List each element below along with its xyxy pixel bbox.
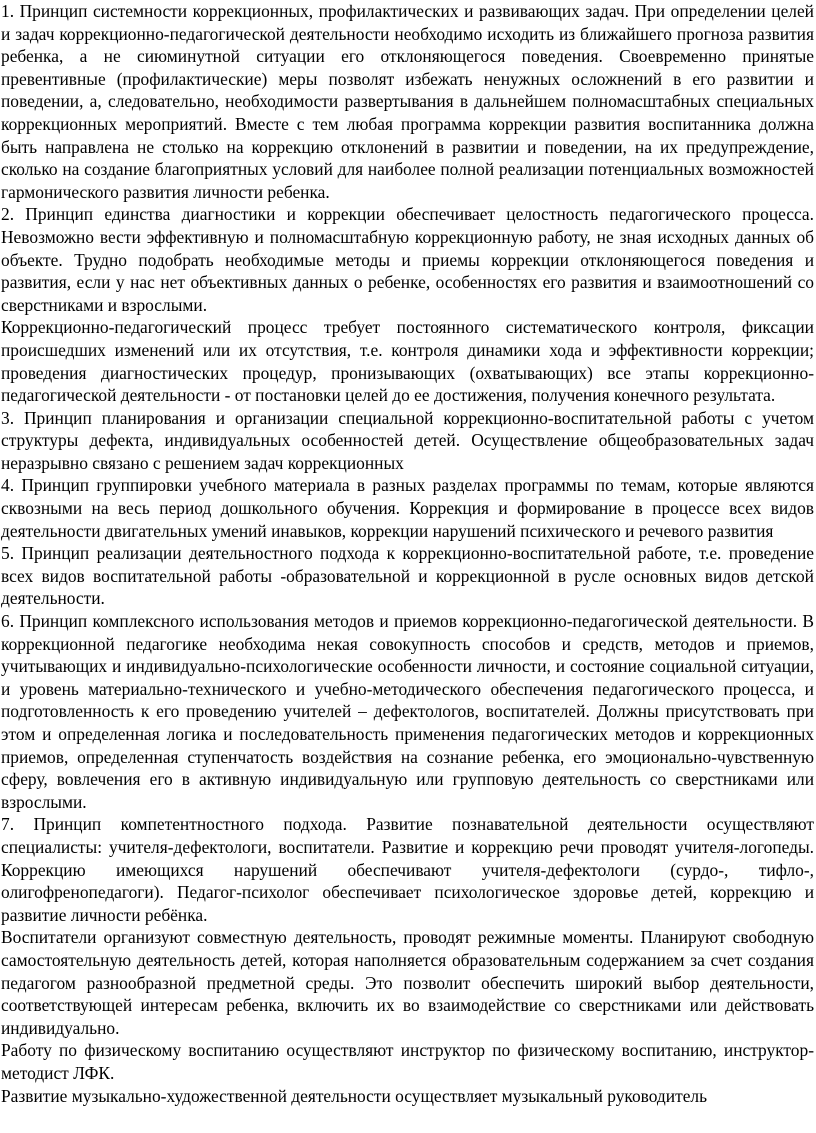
paragraph-principle-7-competence: 7. Принцип компетентностного подхода. Развитие познавательной деятельности осуществляют специалисты: учителя-дефектологи, воспитатели. Развитие и коррекцию речи проводят учителя-логопеды. Коррекцию имеющихся нарушений обеспечивают учителя-дефектологи (сурдо-, тифло-, олигофренопедагоги). Педагог-психолог обеспечивает психологическое здоровье детей, коррекцию и развитие личности ребёнка. — [1, 814, 814, 925]
paragraph-principle-1-systemic: 1. Принцип системности коррекционных, профилактических и развивающих задач. При определении целей и задач коррекционно-педагогической деятельности необходимо исходить из ближайшего прогноза развития ребенка, а не сиюминутной ситуации его отклоняющегося поведения. Своевременно принятые превентивные (профилактические) меры позволят избежать ненужных осложнений в его развитии и поведении, а, следовательно, необходимости развертывания в дальнейшем полномасштабных специальных коррекционных мероприятий. Вместе с тем любая программа коррекции развития воспитанника должна быть направлена не столько на коррекцию отклонений в развитии и поведении, на их предупреждение, сколько на создание благоприятных условий для наиболее полной реализации потенциальных возможностей гармонического развития личности ребенка. — [1, 1, 814, 202]
paragraph-principle-6-complex: 6. Принцип комплексного использования методов и приемов коррекционно-педагогической деятельности. В коррекционной педагогике необходима некая совокупность способов и средств, методов и приемов, учитывающих и индивидуально-психологические особенности личности, и состояние социальной ситуации, и уровень материально-технического и учебно-методического обеспечения педагогического процесса, и подготовленность к его проведению учителей – дефектологов, воспитателей. Должны присутствовать при этом и определенная логика и последовательность применения педагогических методов и коррекционных приемов, определенная ступенчатость воздействия на сознание ребенка, его эмоционально-чувственную сферу, вовлечения его в активную индивидуальную или групповую деятельность со сверстниками или взрослыми. — [1, 611, 814, 812]
paragraph-control-process: Коррекционно-педагогический процесс требует постоянного систематического контроля, фиксации происшедших изменений или их отсутствия, т.е. контроля динамики хода и эффективности коррекции; проведения диагностических процедур, пронизывающих (охватывающих) все этапы коррекционно-педагогической деятельности - от постановки целей до ее достижения, получения конечного результата. — [1, 317, 814, 406]
paragraph-principle-2-diagnostics: 2. Принцип единства диагностики и коррекции обеспечивает целостность педагогического процесса. Невозможно вести эффективную и полномасштабную коррекционную работу, не зная исходных данных об объекте. Трудно подобрать необходимые методы и приемы коррекции отклоняющегося поведения и развития, если у нас нет объективных данных о ребенке, особенностях его развития и взаимоотношений со сверстниками и взрослыми. — [1, 204, 814, 315]
paragraph-physical-education: Работу по физическому воспитанию осуществляют инструктор по физическому воспитанию, инструктор-методист ЛФК. — [1, 1040, 814, 1083]
paragraph-principle-5-activity: 5. Принцип реализации деятельностного подхода к коррекционно-воспитательной работе, т.е. проведение всех видов воспитательной работы -образовательной и коррекционной в русле основных видов детской деятельности. — [1, 543, 814, 609]
document-page — [1, 0, 814, 1107]
paragraph-principle-3-planning: 3. Принцип планирования и организации специальной коррекционно-воспитательной работы с учетом структуры дефекта, индивидуальных особенностей детей. Осуществление общеобразовательных задач неразрывно связано с решением задач коррекционных — [1, 407, 814, 473]
paragraph-music: Развитие музыкально-художественной деятельности осуществляет музыкальный руководитель — [1, 1085, 708, 1106]
paragraph-educators: Воспитатели организуют совместную деятельность, проводят режимные моменты. Планируют свободную самостоятельную деятельность детей, которая наполняется образовательным содержанием за счет создания педагогом разнообразной предметной среды. Это позволит обеспечить широкий выбор деятельности, соответствующей интересам ребенка, включить их во взаимодействие со сверстниками или действовать индивидуально. — [1, 927, 814, 1038]
paragraph-principle-4-grouping: 4. Принцип группировки учебного материала в разных разделах программы по темам, которые являются сквозными на весь период дошкольного обучения. Коррекция и формирование в процессе всех видов деятельности двигательных умений инавыков, коррекции нарушений психического и речевого развития — [1, 475, 814, 541]
